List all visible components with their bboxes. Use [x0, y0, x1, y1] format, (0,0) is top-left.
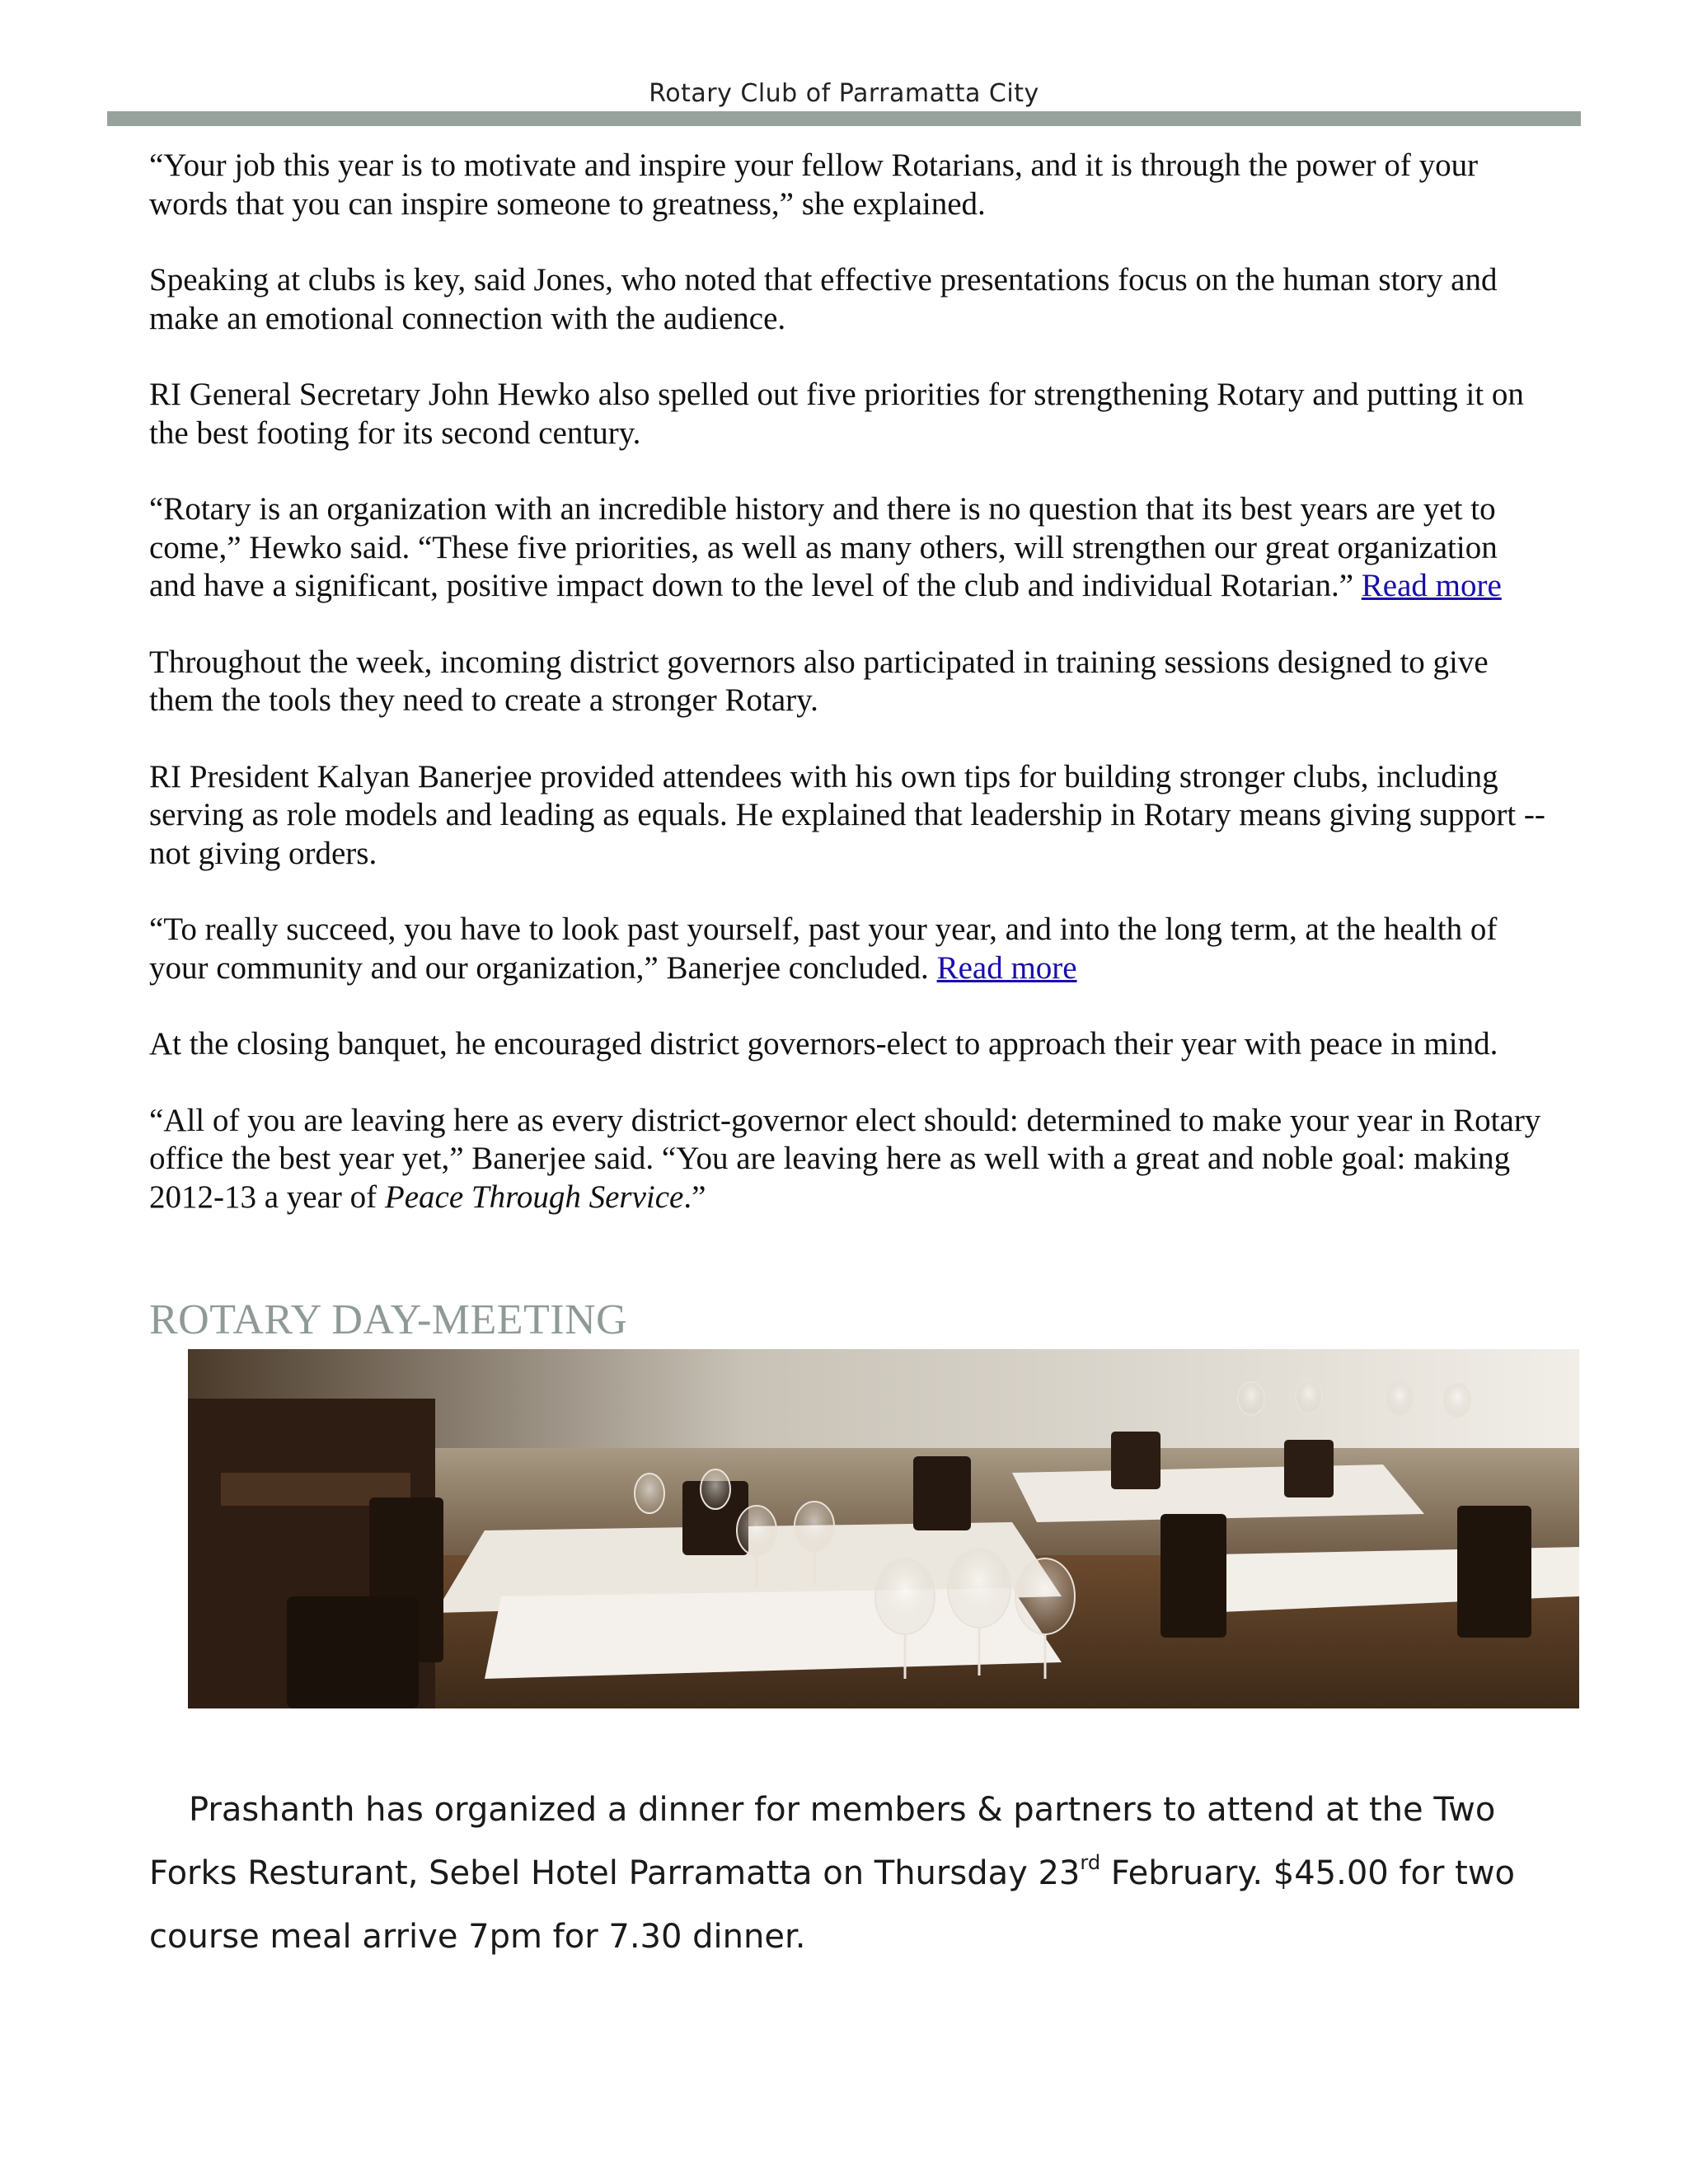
dinner-announcement	[149, 1779, 1567, 1969]
paragraph-8: At the closing banquet, he encouraged district governors-elect to approach their year with peace in mind.	[149, 1026, 1498, 1062]
page-header-title: Rotary Club of Parramatta City	[649, 79, 1039, 108]
paragraph-9-italic: Peace Through Service	[384, 1179, 684, 1215]
paragraph-2: Speaking at clubs is key, said Jones, who noted that effective presentations focus on the human story and make an emotional connection with the audience.	[149, 262, 1498, 336]
read-more-link-hewko[interactable]: Read more	[1361, 568, 1502, 603]
paragraph-1: “Your job this year is to motivate and inspire your fellow Rotarians, and it is through the power of your words that you can inspire someone to greatness,” she explained.	[149, 148, 1479, 222]
paragraph-7-text: “To really succeed, you have to look past yourself, past your year, and into the long term, at the health of your community and our organization,” Banerjee concluded.	[149, 912, 1498, 986]
paragraph-9-end: .”	[683, 1179, 706, 1215]
paragraph-6: RI President Kalyan Banerjee provided attendees with his own tips for building stronger clubs, including serving as role models and leading as equals. He explained that leadership in Rotary means giving support -- not giving orders.	[149, 758, 1545, 871]
announcement-text-before: Prashanth has organized a dinner for members & partners to attend at the Two Forks Resturant, Sebel Hotel Parramatta on Thursday 23	[149, 1791, 1496, 1892]
read-more-link-banerjee[interactable]: Read more	[936, 949, 1077, 986]
paragraph-7	[149, 911, 1550, 987]
paragraph-9-text: “All of you are leaving here as every district-governor elect should: determined to make your year in Rotary office the best year yet,” Banerjee said. “You are leaving here as well with a great and noble goal: making 2012-13 a year of	[149, 1102, 1541, 1215]
paragraph-4-text: “Rotary is an organization with an incredible history and there is no question that its best years are yet to come,” Hewko said. “These five priorities, as well as many others, will strengthen our great organization and have a significant, positive impact down to the level of the club and individual Rotarian.”	[149, 491, 1498, 603]
paragraph-3: RI General Secretary John Hewko also spelled out five priorities for strengthening Rotary and putting it on the best footing for its second century.	[149, 377, 1524, 451]
section-heading: ROTARY DAY-MEETING	[149, 1296, 628, 1343]
header-divider	[107, 111, 1581, 126]
paragraph-4	[149, 490, 1550, 606]
article-body	[149, 147, 1550, 1254]
restaurant-photo	[188, 1349, 1579, 1708]
paragraph-5: Throughout the week, incoming district governors also participated in training sessions designed to give them the tools they need to create a stronger Rotary.	[149, 644, 1489, 718]
announcement-superscript: rd	[1080, 1851, 1101, 1874]
announcement-text-after: February. $45.00 for two course meal arrive 7pm for 7.30 dinner.	[149, 1854, 1516, 1956]
paragraph-9	[149, 1102, 1550, 1217]
